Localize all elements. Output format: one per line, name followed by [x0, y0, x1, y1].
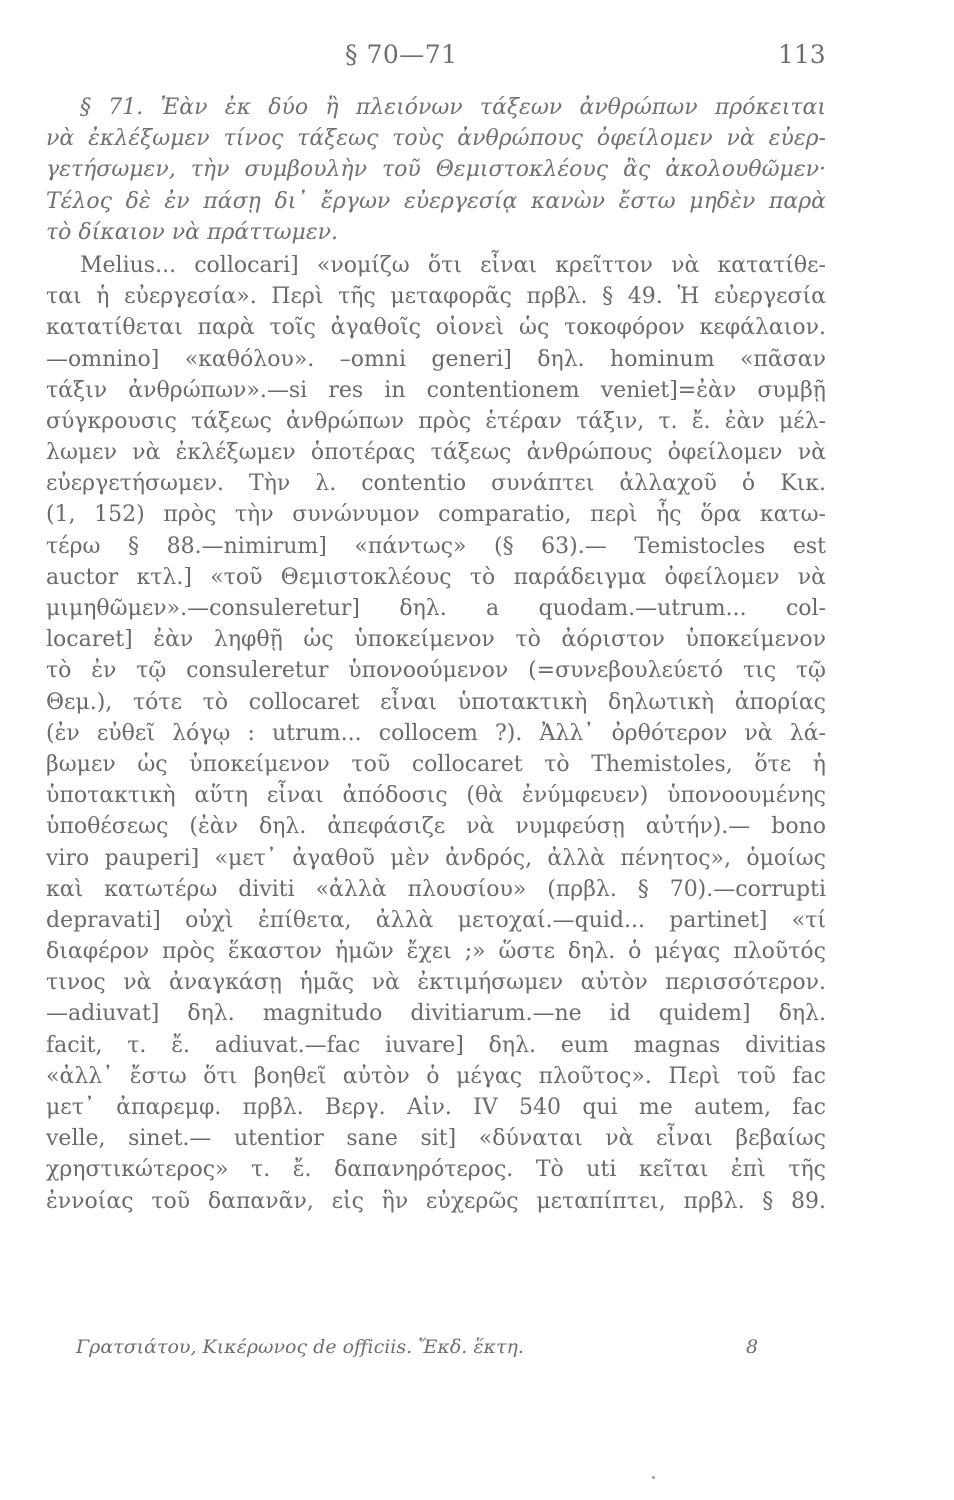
text-line: τέρω § 88.—nimirum] «πάντως» (§ 63).— Temistocles est	[46, 533, 826, 559]
paragraph-71	[46, 92, 826, 248]
text-line: μιμηθῶμεν».—consuleretur] δηλ. a quodam.—utrum... col-	[46, 596, 826, 621]
text-line: Θεμ.), τότε τὸ collocaret εἶναι ὑποτακτικὴ δηλωτικὴ ἀπορίας	[46, 689, 826, 715]
text-body	[46, 92, 826, 1217]
text-line: Τέλος δὲ ἐν πάσῃ δι᾽ ἔργων εὐεργεσίᾳ κανὼν ἔστω μηδὲν παρὰ	[46, 188, 826, 214]
text-line: facit, τ. ἔ. adiuvat.—fac iuvare] δηλ. eum magnas divitias	[46, 1032, 826, 1058]
running-header	[0, 40, 954, 80]
text-line: ται ἡ εὐεργεσία». Περὶ τῆς μεταφορᾶς πρβλ. § 49. Ἡ εὐεργεσία	[46, 284, 826, 310]
text-line: (ἐν εὐθεῖ λόγῳ : utrum... collocem ?). Ἀλλ᾽ ὀρθότερον νὰ λά-	[46, 720, 826, 746]
page-number: 113	[778, 40, 826, 69]
text-line: διαφέρον πρὸς ἕκαστον ἡμῶν ἔχει ;» ὥστε δηλ. ὁ μέγας πλοῦτός	[46, 939, 826, 965]
text-line: βωμεν ὡς ὑποκείμενον τοῦ collocaret τὸ Themistoles, ὅτε ἡ	[46, 751, 826, 777]
paper-speck	[652, 1476, 655, 1479]
text-line: νὰ ἐκλέξωμεν τίνος τάξεως τοὺς ἀνθρώπους ὀφείλομεν νὰ εὐερ-	[46, 126, 826, 152]
text-line: τινος νὰ ἀναγκάσῃ ἡμᾶς νὰ ἐκτιμήσωμεν αὐτὸν περισσότερον.	[46, 970, 826, 996]
text-line: ἐννοίας τοῦ δαπανᾶν, εἰς ἣν εὐχερῶς μεταπίπτει, πρβλ. § 89.	[46, 1188, 826, 1214]
commentary	[46, 250, 826, 1217]
text-line: εὐεργετήσωμεν. Τὴν λ. contentio συνάπτει ἀλλαχοῦ ὁ Κικ.	[46, 471, 826, 497]
text-line: Melius... collocari] «νομίζω ὅτι εἶναι κρεῖττον νὰ κατατίθε-	[80, 252, 826, 278]
text-line: § 71. Ἐὰν ἐκ δύο ἢ πλειόνων τάξεων ἀνθρώπων πρόκειται	[80, 95, 826, 120]
text-line: —adiuvat] δηλ. magnitudo divitiarum.—ne id quidem] δηλ.	[46, 1001, 826, 1027]
text-line: locaret] ἐὰν ληφθῇ ὡς ὑποκείμενον τὸ ἀόριστον ὑποκείμενον	[46, 627, 826, 653]
text-line: τὸ ἐν τῷ consuleretur ὑπονοούμενον (=συνεβουλεύετό τις τῷ	[46, 658, 826, 684]
text-line: viro pauperi] «μετ᾽ ἀγαθοῦ μὲν ἀνδρός, ἀλλὰ πένητος», ὁμοίως	[46, 845, 826, 871]
gathering-signature: 8	[746, 1336, 759, 1358]
text-line: κατατίθεται παρὰ τοῖς ἀγαθοῖς οἱονεὶ ὡς τοκοφόρον κεφάλαιον.	[46, 315, 826, 341]
text-line: auctor κτλ.] «τοῦ Θεμιστοκλέους τὸ παράδειγμα ὀφείλομεν νὰ	[46, 564, 826, 590]
text-line: depravati] οὐχὶ ἐπίθετα, ἀλλὰ μετοχαί.—quid... partinet] «τί	[46, 907, 826, 933]
text-line: —omnino] «καθόλου». –omni generi] δηλ. hominum «πᾶσαν	[46, 346, 826, 372]
text-line: γετήσωμεν, τὴν συμβουλὴν τοῦ Θεμιστοκλέους ἂς ἀκολουθῶμεν·	[46, 157, 826, 183]
text-line: velle, sinet.— utentior sane sit] «δύναται νὰ εἶναι βεβαίως	[46, 1126, 826, 1152]
text-line: καὶ κατωτέρω diviti «ἀλλὰ πλουσίου» (πρβλ. § 70).—corrupti	[46, 876, 826, 902]
text-line: μετ᾽ ἀπαρεμφ. πρβλ. Βεργ. Αἰν. IV 540 qui me autem, fac	[46, 1095, 826, 1120]
text-line: «ἀλλ᾽ ἔστω ὅτι βοηθεῖ αὐτὸν ὁ μέγας πλοῦτος». Περὶ τοῦ fac	[46, 1063, 826, 1089]
text-line: ὑποθέσεως (ἐὰν δηλ. ἀπεφάσιζε νὰ νυμφεύσῃ αὐτήν).— bono	[46, 814, 826, 840]
section-range: § 70—71	[345, 40, 458, 69]
text-line: σύγκρουσις τάξεως ἀνθρώπων πρὸς ἑτέραν τάξιν, τ. ἔ. ἐὰν μέλ-	[46, 408, 826, 434]
text-line: (1, 152) πρὸς τὴν συνώνυμον comparatio, περὶ ἧς ὅρα κατω-	[46, 502, 826, 528]
text-line: ὑποτακτικὴ αὕτη εἶναι ἀπόδοσις (θὰ ἐνύμφευεν) ὑπονοουμένης	[46, 783, 826, 809]
footer-text: Γρατσιάτου, Κικέρωνος de officiis. Ἔκδ. ἕκτη.	[76, 1336, 524, 1358]
text-line: τὸ δίκαιον νὰ πράττωμεν.	[46, 219, 339, 245]
text-line: χρηστικώτερος» τ. ἔ. δαπανηρότερος. Τὸ uti κεῖται ἐπὶ τῆς	[46, 1157, 826, 1183]
text-line: λωμεν νὰ ἐκλέξωμεν ὁποτέρας τάξεως ἀνθρώπους ὀφείλομεν νὰ	[46, 440, 826, 466]
text-line: τάξιν ἀνθρώπων».—si res in contentionem veniet]=ἐὰν συμβῇ	[46, 377, 826, 403]
printer-signature-line	[76, 1336, 776, 1366]
